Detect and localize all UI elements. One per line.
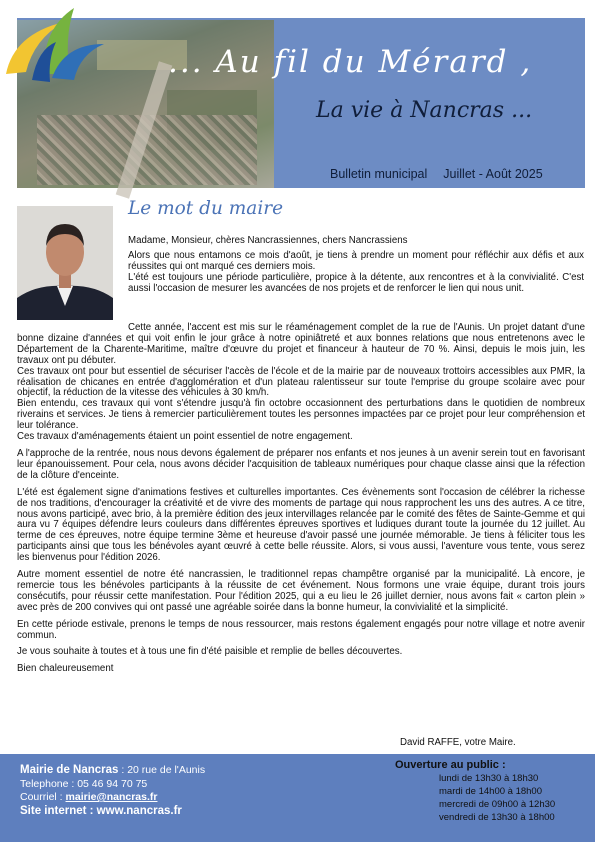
bulletin-period: Juillet - Août 2025	[443, 167, 543, 181]
signature: David RAFFE, votre Maire.	[400, 737, 516, 748]
contact-block	[20, 764, 205, 818]
paragraph: Bien entendu, ces travaux qui vont s'étendre jusqu'à fin octobre occasionnent des perturbations dans le quotidien de nombreux riverains et services. Je tiens à remercier particulièrement toutes les personnes impactées par ce projet pour leur compréhension et leur tolérance.	[17, 398, 585, 432]
bulletin-info	[330, 167, 543, 181]
paragraph: A l'approche de la rentrée, nous nous devons également de préparer nos enfants et nos jeunes à un avenir serein tout en favorisant leur épanouissement. Pour cela, nous avons décider l'acquisition de tableaux numériques pour chaque classe ainsi que la réfection de la clôture d'enceinte.	[17, 447, 585, 481]
email-link[interactable]: mairie@nancras.fr	[65, 791, 158, 803]
article-heading: Le mot du maire	[128, 198, 284, 219]
article-body	[17, 323, 585, 675]
hours-row: mercredi de 09h00 à 12h30	[439, 799, 556, 810]
closing: Bien chaleureusement	[17, 663, 114, 675]
village-logo-icon	[4, 4, 114, 84]
opening-hours	[395, 759, 555, 824]
hours-row: mardi de 14h00 à 18h00	[439, 786, 542, 797]
intro-paragraph: L'été est toujours une période particulière, propice à la détente, aux rencontres et à la convivialité. C'est aussi l'occasion de mesurer les avancées de nos projets et de renforcer le lien qui nous unit.	[128, 271, 584, 294]
hours-row: lundi de 13h30 à 18h30	[439, 773, 539, 784]
paragraph: Je vous souhaite à toutes et à tous une fin d'été paisible et remplie de belles découvertes.	[17, 646, 403, 658]
article-intro	[128, 236, 584, 295]
newsletter-subtitle: La vie à Nancras ...	[316, 98, 533, 123]
website-link[interactable]: Site internet : www.nancras.fr	[20, 804, 182, 817]
paragraph: Ces travaux d'aménagements étaient un point essentiel de notre engagement.	[17, 431, 353, 443]
hours-title: Ouverture au public :	[395, 759, 506, 771]
paragraph: Cette année, l'accent est mis sur le réaménagement complet de la rue de l'Aunis. Un projet datant d'une bonne dizaine d'années et qui voit enfin le jour grâce à notre opiniâtreté et aux bonnes relations que nous entretenons avec le Département de la Charente-Maritime, maître d'œuvre du projet et financeur à hauteur de 70 %. Ainsi, depuis le mois juin, les travaux ont pu débuter.	[17, 322, 585, 366]
phone: Telephone : 05 46 94 70 75	[20, 777, 148, 790]
mairie-address: : 20 rue de l'Aunis	[118, 764, 206, 776]
paragraph: En cette période estivale, prenons le temps de nous ressourcer, mais restons également engagés pour notre village et notre avenir commun.	[17, 618, 585, 641]
hours-row: vendredi de 13h30 à 18h00	[439, 812, 555, 823]
bulletin-label: Bulletin municipal	[330, 167, 428, 181]
intro-paragraph: Alors que nous entamons ce mois d'août, je tiens à prendre un moment pour réfléchir aux défis et aux réussites qui ont marqué ces derniers mois.	[128, 249, 584, 272]
newsletter-title: ... Au fil du Mérard ,	[168, 44, 533, 80]
mayor-portrait	[17, 206, 113, 320]
footer	[0, 754, 595, 842]
email-label: Courriel :	[20, 791, 66, 803]
paragraph: Ces travaux ont pour but essentiel de sécuriser l'accès de l'école et de la mairie par de nouveaux trottoirs accessibles aux PMR, la réalisation de chicanes en entrée d'agglomération et d'un plateau ralentisseur sur toute l'emprise du groupe scolaire avec pour objectif, la réduction de la vitesse des véhicules à 30 km/h.	[17, 365, 585, 399]
paragraph: Autre moment essentiel de notre été nancrassien, le traditionnel repas champêtre organisé par la municipalité. Là encore, je remercie tous les bénévoles participants à la réussite de cet événement. Nous formons une vraie équipe, durant trois jours consécutifs, pour réussir cette manifestation. Pour l'édition 2025, qui a eu lieu le 26 juillet dernier, nous avons fait « carton plein » avec près de 200 convives qui ont passé une agréable soirée dans la bonne humeur, la convivialité et la simplicité.	[17, 569, 585, 613]
salutation: Madame, Monsieur, chères Nancrassiennes, chers Nancrassiens	[128, 235, 408, 246]
paragraph: L'été est également signe d'animations festives et culturelles importantes. Ces évènements sont l'occasion de célébrer la richesse de nos traditions, d'encourager la créativité et de vivre des moments de partage qui nous rapprochent les uns des autres. A ce titre, nous avons participé, avec brio, à la première édition des jeux intervillages relancée par le comité des fêtes de Sainte-Gemme et qui aura vu 7 équipes défendre leurs couleurs dans différentes épreuves sportives et ludiques durant toute la journée du 12 juillet. Au terme de ces épreuves, notre équipe termine 3ème et heureuse d'avoir passé une journée mémorable. Je tiens à féliciter tous les participants ainsi que tous les bénévoles ayant œuvré à cette belle réussite. Alors, si vous aussi, l'aventure vous tente, vous serez les bienvenus pour l'édition 2026.	[17, 486, 585, 564]
mairie-name: Mairie de Nancras	[20, 764, 119, 776]
